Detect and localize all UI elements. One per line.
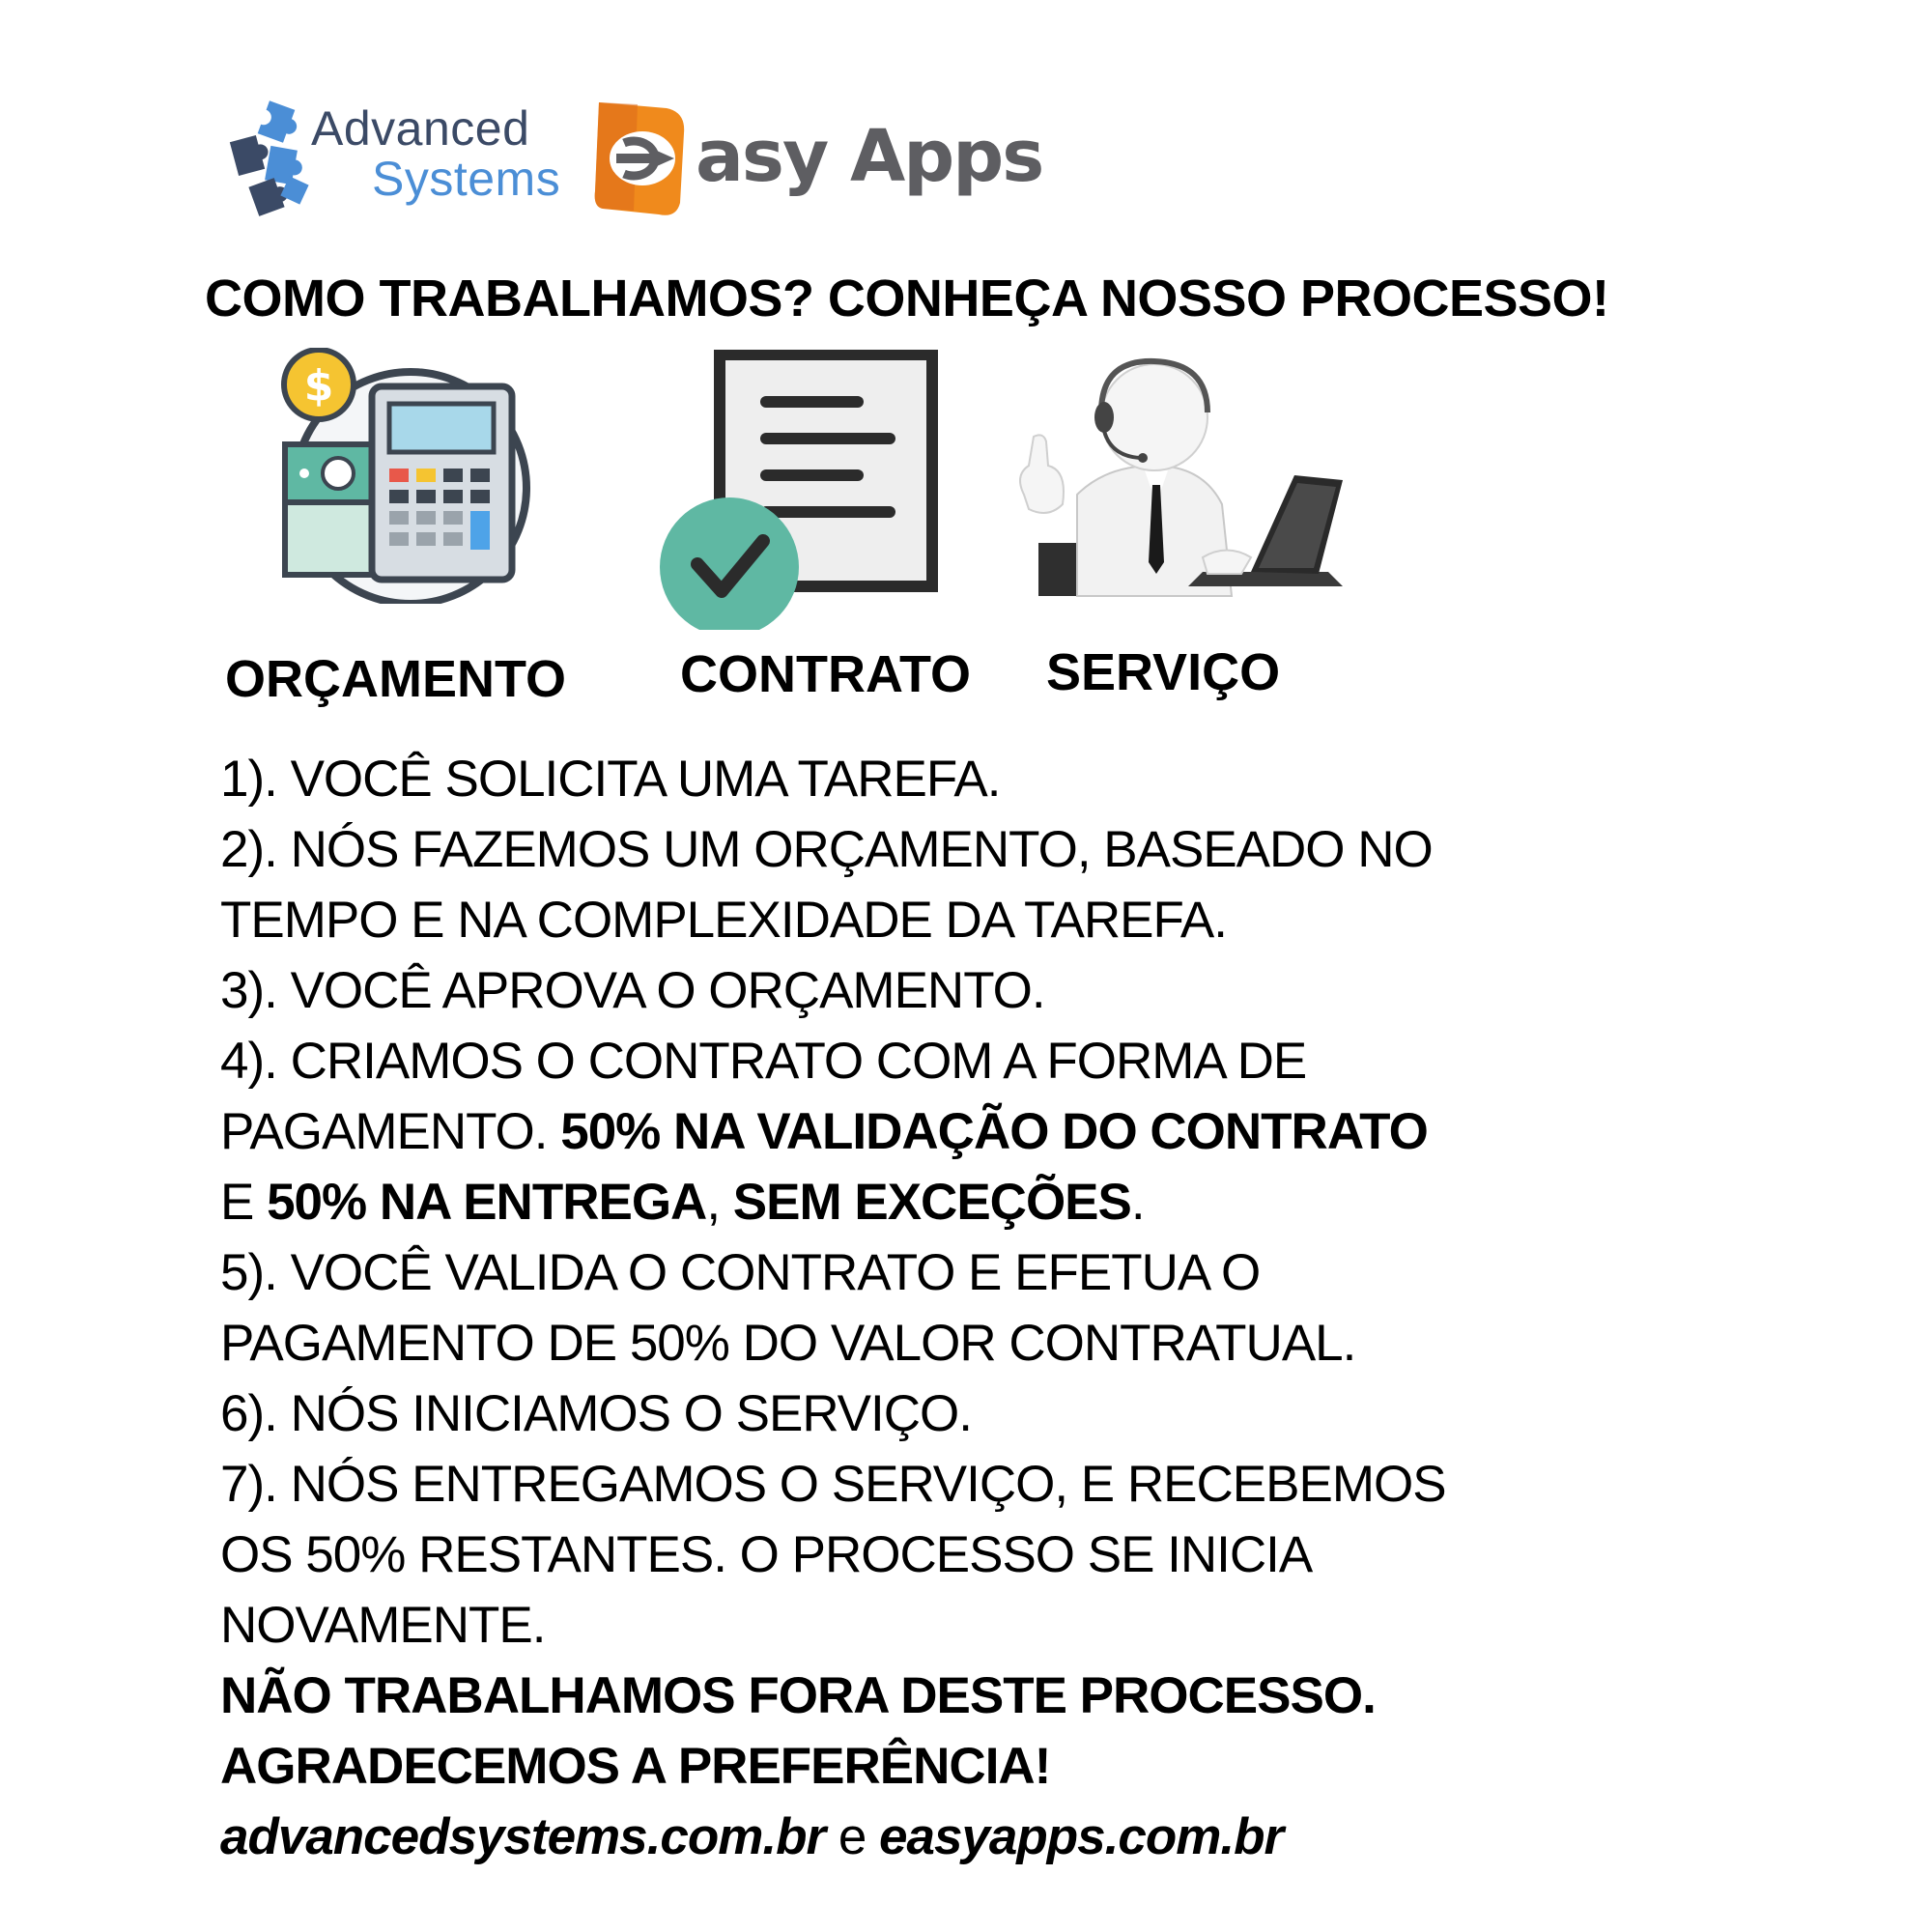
no-exceptions-text: SEM EXCEÇÕES: [732, 1174, 1131, 1231]
comma-text: ,: [706, 1174, 733, 1231]
process-description: [220, 744, 1708, 1872]
payment-term-delivery: 50% NA ENTREGA: [267, 1174, 707, 1231]
document-check-icon: [657, 350, 942, 630]
process-step-4-cont: [220, 1096, 1708, 1167]
conjunction-text: E: [220, 1174, 268, 1231]
support-agent-laptop-icon: [1009, 350, 1348, 611]
process-step-4: 4). CRIAMOS O CONTRATO COM A FORMA DE: [220, 1033, 1307, 1090]
process-step-6: 6). NÓS INICIAMOS O SERVIÇO.: [220, 1385, 972, 1442]
advanced-systems-link[interactable]: advancedsystems.com.br: [220, 1808, 826, 1865]
thanks-notice-text: AGRADECEMOS A PREFERÊNCIA!: [220, 1738, 1051, 1795]
period-text: .: [1130, 1174, 1145, 1231]
process-step-7-cont: OS 50% RESTANTES. O PROCESSO SE INICIA: [220, 1526, 1313, 1583]
process-step-3: 3). VOCÊ APROVA O ORÇAMENTO.: [220, 962, 1045, 1019]
payment-label: PAGAMENTO.: [220, 1103, 561, 1160]
easy-apps-link[interactable]: easyapps.com.br: [879, 1808, 1284, 1865]
thanks-notice: [220, 1731, 1708, 1802]
process-step-7: 7). NÓS ENTREGAMOS O SERVIÇO, E RECEBEMOS: [220, 1456, 1446, 1513]
calculator-money-icon: [266, 348, 546, 604]
process-step-4-terms: [220, 1167, 1708, 1237]
process-step-7-end: NOVAMENTE.: [220, 1597, 546, 1654]
websites-joiner: e: [825, 1808, 880, 1865]
systems-logo-text: Systems: [372, 152, 561, 206]
process-step-5: 5). VOCÊ VALIDA O CONTRATO E EFETUA O: [220, 1244, 1261, 1301]
easy-apps-logo-text: asy Apps: [696, 115, 1043, 198]
process-step-5-cont: PAGAMENTO DE 50% DO VALOR CONTRATUAL.: [220, 1315, 1356, 1372]
payment-term-validation: 50% NA VALIDAÇÃO DO CONTRATO: [560, 1103, 1428, 1160]
step-label-contrato: CONTRATO: [680, 645, 971, 703]
process-step-2-cont: TEMPO E NA COMPLEXIDADE DA TAREFA.: [220, 892, 1227, 949]
step-label-orcamento: ORÇAMENTO: [225, 650, 567, 708]
process-step-1: 1). VOCÊ SOLICITA UMA TAREFA.: [220, 751, 1001, 808]
websites-line: [220, 1802, 1708, 1872]
process-step-2: 2). NÓS FAZEMOS UM ORÇAMENTO, BASEADO NO: [220, 821, 1433, 878]
policy-notice-text: NÃO TRABALHAMOS FORA DESTE PROCESSO.: [220, 1667, 1376, 1724]
policy-notice: [220, 1661, 1708, 1731]
svg-text:$: $: [303, 361, 334, 411]
page-title: COMO TRABALHAMOS? CONHEÇA NOSSO PROCESSO!: [205, 270, 1609, 327]
easy-e-logo-icon: [589, 95, 696, 220]
step-label-servico: SERVIÇO: [1046, 643, 1281, 701]
advanced-logo-text: Advanced: [311, 101, 530, 156]
